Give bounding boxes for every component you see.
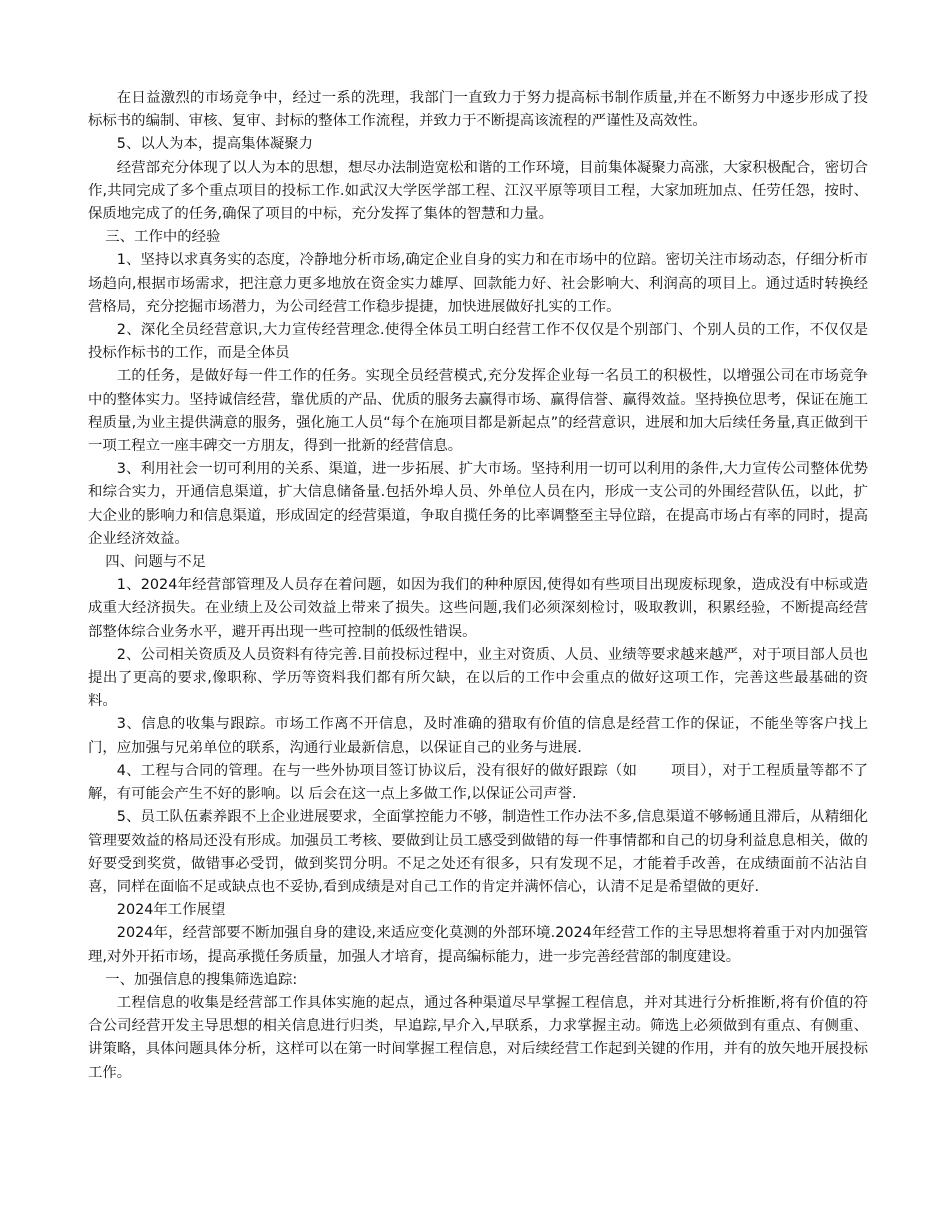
paragraph-experience-2a: 2、深化全员经营意识,大力宣传经营理念.使得全体员工明白经营工作不仅仅是个别部门、个别人员的工作，不仅仅是投标作标书的工作，而是全体员 [88, 322, 868, 362]
paragraph-experience-3: 3、利用社会一切可利用的关系、渠道，进一步拓展、扩大市场。坚持利用一切可以利用的条件,大力宣传公司整体优势和综合实力，开通信息渠道，扩大信息储备量.包括外埠人员、外单位人员在内，形成一支公司的外围经营队伍，以此，扩大企业的影响力和信息渠道，形成固定的经营渠道，争取自揽任务的比率调整至主导位踣，在提高市场占有率的同时，提高企业经济效益。 [88, 461, 868, 547]
paragraph-problem-1: 1、2024年经营部管理及人员存在着问题，如因为我们的种种原因,使得如有些项目出现废标现象，造成没有中标或造成重大经济损失。在业绩上及公司效益上带来了损失。这些问题,我们必须深刻检讨，吸取教训，积累经验，不断提高经营部整体综合业务水平，避开再出现一些可控制的低级性错误。 [88, 577, 868, 640]
paragraph-experience-2b: 工的任务，是做好每一件工作的任务。实现全员经营模式,充分发挥企业每一名员工的积极性，以增强公司在市场竞争中的整体实力。坚持诚信经营，靠优质的产品、优质的服务去赢得市场、赢得信誉、赢得效益。坚持换位思考，保证在施工程质量,为业主提供满意的服务，强化施工人员“每个在施项目都是新起点”的经营意识，进展和加大后续任务量,真正做到干一项工程立一座丰碑交一方朋友，得到一批新的经营信息。 [88, 368, 868, 455]
paragraph-bidding-process: 在日益激烈的市场竞争中，经过一系的洗理，我部门一直致力于努力提高标书制作质量,并在不断努力中逐步形成了投标标书的编制、审核、复审、封标的整体工作流程，并致力于不断提高该流程的严谨性及高效性。 [88, 90, 868, 130]
heading-section-information: 一、加强信息的搜集筛选追踪: [105, 971, 298, 988]
heading-2024-outlook: 2024年工作展望 [116, 902, 226, 919]
paragraph-problem-4: 4、工程与合同的管理。在与一些外协项目签订协议后，没有很好的做好跟踪（如 项目），对于工程质量等都不了解，有可能会产生不好的影响。以 后会在这一点上多做工作,以保证公司声誉. [88, 762, 868, 803]
heading-section-problems: 四、问题与不足 [105, 554, 207, 571]
paragraph-people-oriented: 经营部充分体现了以人为本的思想，想尽办法制造宽松和谐的工作环境，目前集体凝聚力高涨，大家积极配合，密切合作,共同完成了多个重点项目的投标工作.如武汉大学医学部工程、江汉平原等项目工程，大家加班加点、任劳任怨，按时、保质地完成了的任务,确保了项目的中标，充分发挥了集体的智慧和力量。 [88, 159, 868, 223]
heading-section-experience: 三、工作中的经验 [105, 229, 221, 246]
paragraph-outlook: 2024年，经营部要不断加强自身的建设,来适应变化莫测的外部环境.2024年经营工作的主导思想将着重于对内加强管理,对外开拓市场，提高承揽任务质量，加强人才培育，提高编标能力，进一步完善经营部的制度建设。 [88, 925, 868, 965]
paragraph-problem-5: 5、员工队伍素养跟不上企业进展要求，全面掌控能力不够，制造性工作办法不多,信息渠道不够畅通且滞后，从精细化管理要效益的格局还没有形成。加强员工考核、要做到让员工感受到做错的每一件事情都和自己的切身利益息息相关，做的好要受到奖赏，做错事必受罚，做到奖罚分明。不足之处还有很多，只有发现不足，才能着手改善，在成绩面前不沾沾自喜，同样在面临不足或缺点也不妥协,看到成绩是对自己工作的肯定并满怀信心，认清不足是希望做的更好. [88, 809, 868, 895]
paragraph-experience-1: 1、坚持以求真务实的态度，冷静地分析市场,确定企业自身的实力和在市场中的位踣。密切关注市场动态，仔细分析市场趋向,根据市场需求，把注意力更多地放在资金实力雄厚、回款能力好、社会影响大、利润高的项目上。通过适时转换经营格局，充分挖掘市场潜力，为公司经营工作稳步提捷，加快进展做好扎实的工作。 [88, 252, 868, 315]
paragraph-problem-2: 2、公司相关资质及人员资料有待完善.目前投标过程中，业主对资质、人员、业绩等要求越来越严，对于项目部人员也提出了更高的要求,像职称、学历等资料我们都有所欠缺，在以后的工作中会重点的做好这项工作，完善这些最基础的资料。 [88, 646, 868, 710]
document-page [88, 87, 868, 1085]
paragraph-information: 工程信息的收集是经营部工作具体实施的起点，通过各种渠道尽早掌握工程信息，并对其进行分析推断,将有价值的符合公司经营开发主导思想的相关信息进行归类，早追踪,早介入,早联系，力求掌握主动。筛选上必须做到有重点、有侧重、讲策略，具体问题具体分析，这样可以在第一时间掌握工程信息，对后续经营工作起到关键的作用，并有的放矢地开展投标工作。 [88, 994, 868, 1081]
heading-people-oriented: 5、以人为本，提高集体凝聚力 [116, 136, 314, 153]
paragraph-problem-3: 3、信息的收集与跟踪。市场工作离不开信息，及时准确的猎取有价值的信息是经营工作的保证，不能坐等客户找上门，应加强与兄弟单位的联系，沟通行业最新信息，以保证自己的业务与进展. [88, 716, 868, 756]
